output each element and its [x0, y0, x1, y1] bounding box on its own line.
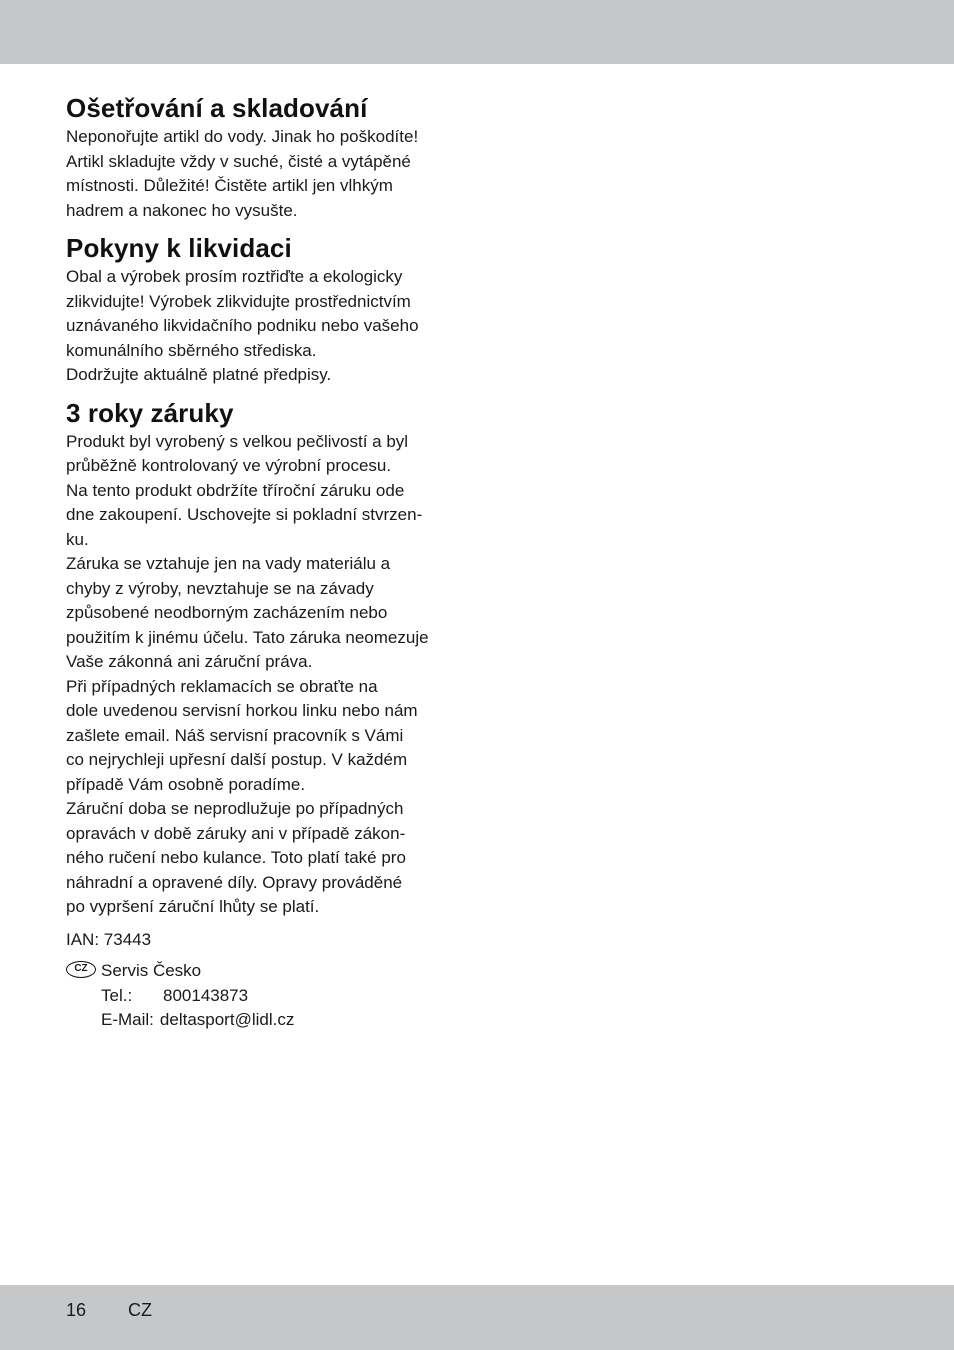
country-cz-icon: CZ: [66, 961, 96, 978]
language-code: CZ: [128, 1300, 152, 1320]
phone-label: Tel.:: [101, 985, 133, 1005]
section-heading: Ošetřování a skladování: [66, 93, 368, 123]
document-content: [66, 91, 456, 1033]
section-disposal: [66, 231, 456, 388]
service-phone-row: [101, 984, 456, 1009]
section-care: [66, 91, 456, 223]
service-block: [66, 959, 456, 1033]
section-warranty: [66, 396, 456, 920]
ian-number: IAN: 73443: [66, 929, 152, 949]
phone-value: 800143873: [163, 985, 249, 1005]
section-text: Obal a výrobek prosím roztřiďte a ekologicky zlikvidujte! Výrobek zlikvidujte prostřednictvím uznávaného likvidačního podniku nebo vašeho komunálního sběrného střediska. Dodržujte aktuálně platné předpisy.: [66, 267, 419, 384]
email-value: deltasport@lidl.cz: [159, 1010, 295, 1029]
email-label: E-Mail:: [101, 1010, 154, 1029]
footer: [66, 1298, 152, 1322]
service-title: Servis Česko: [101, 961, 202, 980]
section-text: Produkt byl vyrobený s velkou pečlivostí a byl průběžně kontrolovaný ve výrobní procesu. Na tento produkt obdržíte tříroční záruku ode dne zakoupení. Uschovejte si pokladní stvrzen- ku. Záruka se vztahuje jen na vady materiálu a chyby z výroby, nevztahuje se na závady způsobené neodborným zacházením nebo použitím k jinému účelu. Tato záruka neomezuje Vaše zákonná ani záruční práva. Při případných reklamacích se obraťte na dole uvedenou servisní horkou linku nebo nám zašlete email. Náš servisní pracovník s Vámi co nejrychleji upřesní další postup. V každém případě Vám osobně poradíme. Záruční doba se neprodlužuje po případných opravách v době záruky ani v případě zákon- ného ručení nebo kulance. Toto platí také pro náhradní a opravené díly. Opravy prováděné po vypršení záruční lhůty se platí.: [66, 431, 429, 916]
section-heading: 3 roky záruky: [66, 397, 234, 428]
page-number: 16: [66, 1300, 87, 1320]
section-text: Neponořujte artikl do vody. Jinak ho poškodíte! Artikl skladujte vždy v suché, čisté a vytápěné místnosti. Důležité! Čistěte artikl jen vlhkým hadrem a nakonec ho vysušte.: [66, 127, 419, 220]
header-band: [0, 0, 954, 64]
service-email-row: [101, 1008, 456, 1033]
section-heading: Pokyny k likvidaci: [66, 233, 292, 263]
